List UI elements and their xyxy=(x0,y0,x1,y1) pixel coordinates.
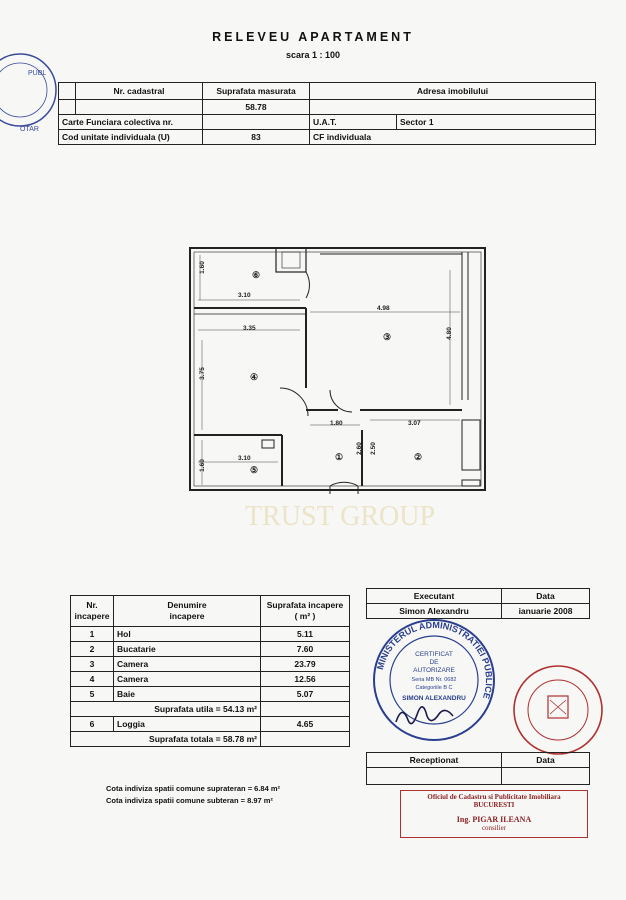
room-label-5: ⑤ xyxy=(250,465,259,475)
svg-text:Categoriile B C: Categoriile B C xyxy=(415,685,453,691)
executant-label: Executant xyxy=(367,589,502,604)
dim-307: 3.07 xyxy=(408,420,421,427)
room-label-4: ④ xyxy=(250,372,259,382)
ministry-stamp xyxy=(368,614,500,746)
suprafata-totala: Suprafata totala = 58.78 m² xyxy=(71,732,261,747)
carte-funciara-label: Carte Funciara colectiva nr. xyxy=(59,115,203,130)
header-denumire2: incapere xyxy=(169,611,205,621)
dim-250: 2.50 xyxy=(369,442,377,455)
cota-subteran: Cota indiviza spatii comune subteran = 8.97 m² xyxy=(106,796,273,805)
suprafata-utila: Suprafata utila = 54.13 m² xyxy=(71,702,261,717)
room-label-3: ③ xyxy=(383,332,392,342)
header-nr: Nr. xyxy=(86,600,98,610)
dim-180: 1.80 xyxy=(330,420,343,427)
receptionat-label: Receptionat xyxy=(367,753,502,768)
room-label-1: ① xyxy=(335,452,344,462)
cota-suprateran: Cota indiviza spatii comune suprateran = 6.84 m² xyxy=(106,784,281,793)
signature xyxy=(396,707,453,724)
svg-text:AUTORIZARE: AUTORIZARE xyxy=(413,667,455,674)
rooms-table xyxy=(70,595,350,747)
suprafata-value: 58.78 xyxy=(203,100,310,115)
receptionat-data-label: Data xyxy=(502,753,590,768)
cod-unitate-label: Cod unitate individuala (U) xyxy=(59,130,203,145)
dim-260: 2.60 xyxy=(355,442,363,455)
svg-text:PUBL: PUBL xyxy=(28,70,47,77)
table-row: 1 Hol 5.11 xyxy=(71,627,350,642)
svg-text:CERTIFICAT: CERTIFICAT xyxy=(415,651,453,658)
header-incapere: incapere xyxy=(74,611,110,621)
svg-text:Seria MB Nr. 0682: Seria MB Nr. 0682 xyxy=(411,677,457,683)
svg-text:DE: DE xyxy=(429,659,439,666)
table-row: 6 Loggia 4.65 xyxy=(71,717,350,732)
dim-310b: 3.10 xyxy=(238,455,251,462)
dim-335: 3.35 xyxy=(243,325,256,332)
table-row: 3 Camera 23.79 xyxy=(71,657,350,672)
header-unit: ( m² ) xyxy=(294,611,316,621)
nr-cadastral-label: Nr. cadastral xyxy=(76,83,203,100)
svg-text:OTAR: OTAR xyxy=(20,126,39,133)
table-row: 5 Baie 5.07 xyxy=(71,687,350,702)
uat-value: Sector 1 xyxy=(397,115,596,130)
page-title: RELEVEU APARTAMENT xyxy=(212,30,414,44)
suprafata-masurata-label: Suprafata masurata xyxy=(203,83,310,100)
room-label-6: ⑥ xyxy=(252,270,261,280)
watermark-text: TRUST GROUP xyxy=(244,501,436,532)
dim-375: 3.75 xyxy=(198,367,206,380)
executant-data-label: Data xyxy=(502,589,590,604)
receptionat-table xyxy=(366,752,590,785)
uat-label: U.A.T. xyxy=(310,115,397,130)
cf-individuala-label: CF individuala xyxy=(310,130,596,145)
header-suprafata: Suprafata incapere xyxy=(266,600,344,610)
cadastral-table xyxy=(58,82,596,145)
adresa-label: Adresa imobilului xyxy=(310,83,596,100)
dim-310a: 3.10 xyxy=(238,292,251,299)
room-label-2: ② xyxy=(414,452,423,462)
svg-text:SIMON ALEXANDRU: SIMON ALEXANDRU xyxy=(402,695,466,702)
cod-unitate-value: 83 xyxy=(203,130,310,145)
header-denumire: Denumire xyxy=(167,600,207,610)
dim-160a: 1.60 xyxy=(198,261,206,274)
dim-498: 4.98 xyxy=(377,305,390,312)
table-row: 4 Camera 12.56 xyxy=(71,672,350,687)
dim-160b: 1.60 xyxy=(198,459,206,472)
red-round-stamp xyxy=(510,662,606,758)
table-row: 2 Bucatarie 7.60 xyxy=(71,642,350,657)
executant-name: Simon Alexandru xyxy=(367,604,502,619)
ocpi-stamp: Oficiul de Cadastru si Publicitate Imobiliara BUCURESTI Ing. PIGAR ILEANA consilier xyxy=(400,790,588,838)
scale-label: scara 1 : 100 xyxy=(285,50,341,60)
ministry-ring-text: MINISTERUL ADMINISTRATIEI PUBLICE xyxy=(375,619,495,701)
executant-date: ianuarie 2008 xyxy=(502,604,590,619)
dim-480: 4.80 xyxy=(445,327,453,340)
